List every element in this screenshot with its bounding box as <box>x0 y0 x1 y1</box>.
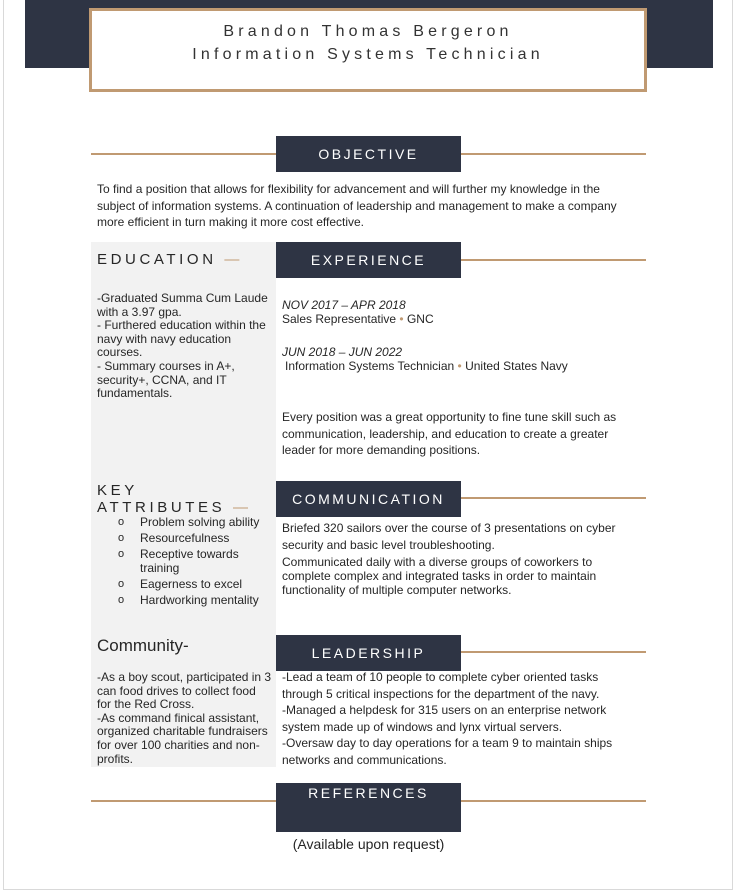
community-list <box>97 671 273 766</box>
job-role: Sales Representative <box>282 312 397 326</box>
leadership-list <box>282 669 622 768</box>
job-dates: JUN 2018 – JUN 2022 <box>282 345 403 359</box>
attribute-text: Problem solving ability <box>140 515 260 529</box>
experience-heading: EXPERIENCE <box>276 242 461 278</box>
communication-rule <box>461 497 646 499</box>
bullet-icon: o <box>118 516 125 528</box>
job-role: Information Systems Technician <box>285 359 455 373</box>
key-attributes-heading-line1: KEY <box>97 482 138 499</box>
references-text: (Available upon request) <box>292 836 445 852</box>
education-item: - Summary courses in A+, security+, CCNA, and IT fundamentals. <box>97 358 235 401</box>
leadership-item: -Lead a team of 10 people to complete cyber oriented tasks through 5 critical inspections for the department of the navy. <box>282 670 600 701</box>
job-entry <box>282 298 642 326</box>
leadership-rule <box>461 651 646 653</box>
communication-heading: COMMUNICATION <box>276 481 461 517</box>
candidate-title: Information Systems Technician <box>192 46 544 63</box>
job-line <box>282 312 642 326</box>
key-attributes-list <box>118 516 276 611</box>
list-item <box>118 594 276 608</box>
experience-rule <box>461 259 646 261</box>
community-heading: Community- <box>97 636 189 655</box>
references-heading: REFERENCES <box>276 783 461 832</box>
communication-text-2: Communicated daily with a diverse groups of coworkers to complete complex and integrated tasks in order to maintain functionality of multiple computer networks. <box>282 555 597 597</box>
education-list <box>97 292 273 401</box>
candidate-name: Brandon Thomas Bergeron <box>223 23 513 40</box>
attribute-text: Hardworking mentality <box>140 593 259 608</box>
list-item <box>118 548 258 575</box>
job-separator: • <box>457 359 462 373</box>
objective-heading: OBJECTIVE <box>276 136 461 172</box>
key-attributes-heading-line2: ATTRIBUTES <box>97 499 226 516</box>
key-attributes-dash: — <box>233 499 249 516</box>
key-attributes-heading <box>97 482 248 516</box>
bullet-icon: o <box>118 548 125 561</box>
leadership-item: -Oversaw day to day operations for a team 9 to maintain ships networks and communications. <box>282 736 613 767</box>
education-dash: — <box>224 251 240 268</box>
job-org: United States Navy <box>465 359 568 373</box>
communication-text-1: Briefed 320 sailors over the course of 3 presentations on cyber security and basic level troubleshooting. <box>282 521 616 552</box>
objective-text: To find a position that allows for flexibility for advancement and will further my knowledge in the subject of information systems. A continuation of leadership and management to make a company more efficient in turn making it more cost effective. <box>97 182 617 229</box>
education-heading <box>97 251 239 268</box>
bullet-icon: o <box>118 532 125 545</box>
education-item: - Furthered education within the navy with navy education courses. <box>97 318 266 360</box>
attribute-text: Resourcefulness <box>140 531 230 546</box>
list-item <box>118 516 276 530</box>
job-line <box>282 359 642 373</box>
list-item <box>118 532 276 546</box>
leadership-item: -Managed a helpdesk for 315 users on an enterprise network system made up of windows and lynx virtual servers. <box>282 703 607 734</box>
job-dates: NOV 2017 – APR 2018 <box>282 298 406 312</box>
attribute-text: Eagerness to excel <box>140 577 243 592</box>
list-item <box>118 578 276 592</box>
community-item: -As a boy scout, participated in 3 can food drives to collect food for the Red Cross. <box>97 670 272 712</box>
job-org: GNC <box>406 312 434 326</box>
education-item: -Graduated Summa Cum Laude with a 3.97 gpa. <box>97 291 268 319</box>
experience-summary: Every position was a great opportunity to fine tune skill such as communication, leadership, and education to create a greater leader for more demanding positions. <box>282 410 617 457</box>
education-heading-label: EDUCATION <box>97 251 217 268</box>
job-entry <box>282 345 642 373</box>
job-separator: • <box>399 312 404 326</box>
leadership-heading: LEADERSHIP <box>276 635 461 671</box>
bullet-icon: o <box>118 594 125 607</box>
community-item: -As command finical assistant, organized charitable fundraisers for over 100 charities and non-profits. <box>97 710 268 766</box>
name-box <box>89 8 647 92</box>
bullet-icon: o <box>118 578 125 591</box>
attribute-text: Receptive towards training <box>140 547 239 575</box>
